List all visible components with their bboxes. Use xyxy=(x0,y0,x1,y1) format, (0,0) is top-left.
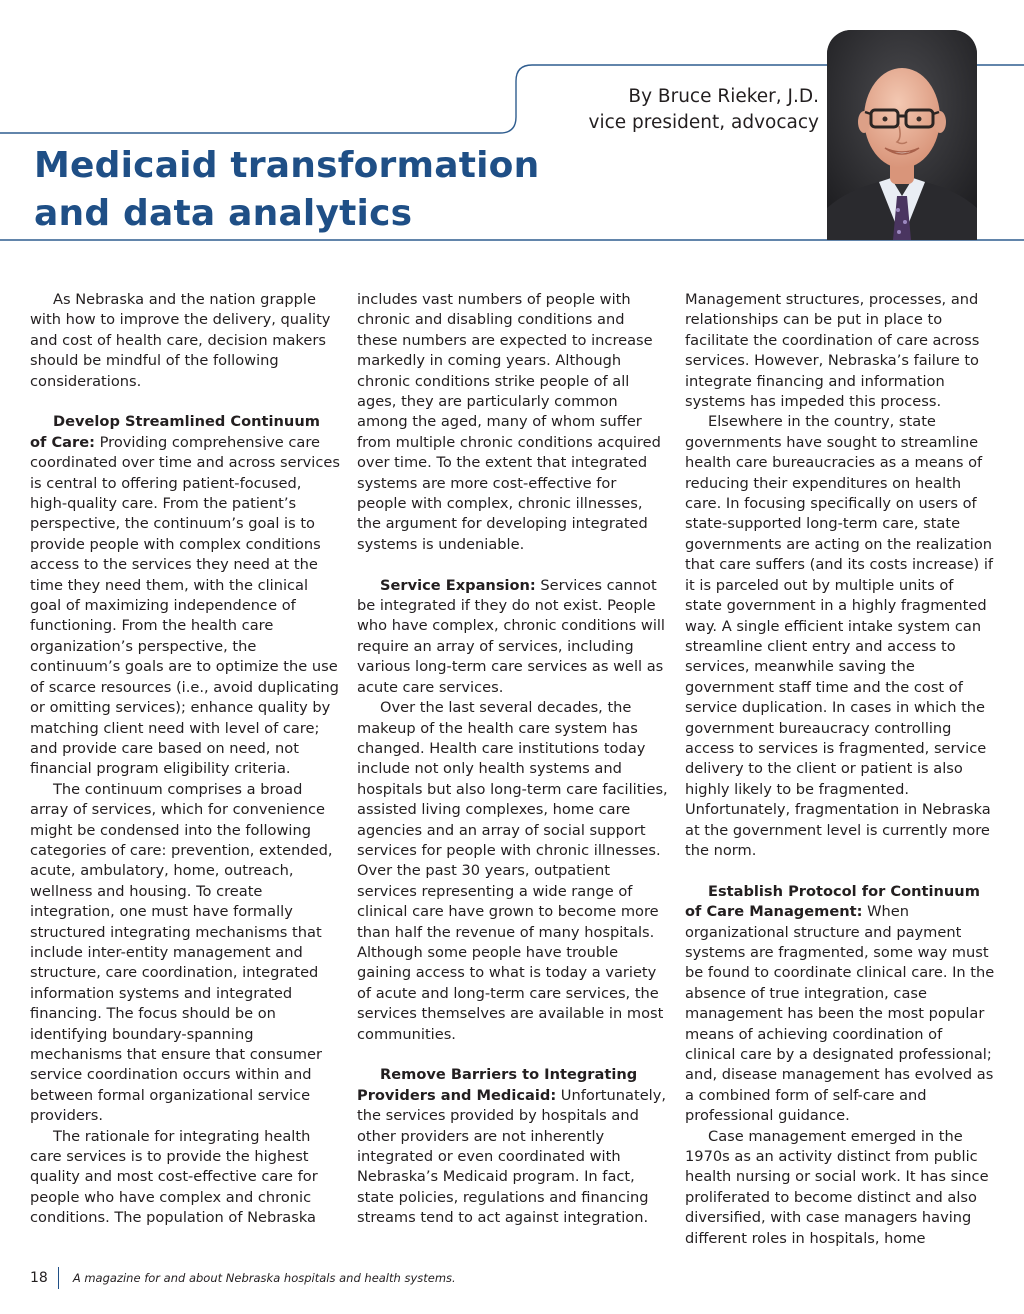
paragraph: As Nebraska and the nation grapple with how to improve the delivery, quality and cost of health care, decision makers should be mindful of the following considerations. xyxy=(30,291,331,390)
paragraph: Elsewhere in the country, state governments have sought to streamline health care bureaucracies as a means of reducing their expenditures on health care. In focusing specifically on users of state-supported long-term care, state governments are acting on the realization that care suffers (and its costs increase) if it is parceled out by multiple units of state government in a highly fragmented way. A single efficient intake system can streamline client entry and access to services, meanwhile saving the government staff time and the cost of service duplication. In cases in which the government bureaucracy controlling access to services is fragmented, service delivery to the client or patient is also highly likely to be fragmented. Unfortunately, fragmentation in Nebraska at the government level is currently more the norm. xyxy=(685,413,994,859)
paragraph: Remove Barriers to Integrating Providers and Medicaid: Unfortunately, the services provided by hospitals and other providers are not inherently integrated or even coordinated with Nebraska’s Medicaid program. In fact, state policies, regulations and financing streams tend to act against integration. xyxy=(357,1066,667,1227)
author-role: vice president, advocacy xyxy=(588,112,819,133)
paragraph: Management structures, processes, and relationships can be put in place to facilitate the coordination of care across services. However, Nebraska’s failure to integrate financing and information systems has impeded this process. xyxy=(685,291,980,411)
paragraph: Develop Streamlined Continuum of Care: Providing comprehensive care coordinated over time and across services is central to offering patient-focused, high-quality care. From the patient’s perspective, the continuum’s goal is to provide people with complex conditions access to the services they need at the time they need them, with the clinical goal of maximizing independence of functioning. From the health care organization’s perspective, the continuum’s goals are to optimize the use of scarce resources (i.e., avoid duplicating or omitting services); enhance quality by matching client need with level of care; and provide care based on need, not financial program eligibility criteria. xyxy=(30,413,340,778)
paragraph: includes vast numbers of people with chronic and disabling conditions and these numbers are expected to increase markedly in coming years. Although chronic conditions strike people of all ages, they are particularly common among the aged, many of whom suffer from multiple chronic conditions acquired over time. To the extent that integrated systems are more cost-effective for people with complex, chronic illnesses, the argument for developing integrated systems is undeniable. xyxy=(357,291,661,553)
subheading: Establish Protocol for Continuum of Care Management: xyxy=(685,882,980,921)
article-column-2 xyxy=(357,290,669,1229)
author-portrait-icon xyxy=(827,30,977,240)
paragraph: The continuum comprises a broad array of services, which for convenience might be condensed into the following categories of care: prevention, extended, acute, ambulatory, home, outreach, wellness and housing. To create integration, one must have formally structured integrating mechanisms that include inter-entity management and structure, care coordination, integrated information systems and integrated financing. The focus should be on identifying boundary-spanning mechanisms that ensure that consumer service coordination occurs within and between formal organizational service providers. xyxy=(30,780,333,1125)
footer-tagline: A magazine for and about Nebraska hospitals and health systems. xyxy=(72,1271,456,1285)
subheading: Remove Barriers to Integrating Providers and Medicaid: xyxy=(357,1066,638,1104)
page-footer xyxy=(30,1267,456,1289)
article-column-1 xyxy=(30,290,340,1229)
subheading: Develop Streamlined Continuum of Care: xyxy=(30,413,320,451)
byline xyxy=(589,84,819,136)
paragraph: Over the last several decades, the makeup of the health care system has changed. Health care institutions today include not only health systems and hospitals but also long-term care facilities, assisted living complexes, home care agencies and an array of social support services for people with chronic illnesses. Over the past 30 years, outpatient services representing a wide range of clinical care have grown to become more than half the revenue of many hospitals. Although some people have trouble gaining access to what is today a variety of acute and long-term care services, the services themselves are available in most communities. xyxy=(357,699,668,1043)
paragraph: Case management emerged in the 1970s as an activity distinct from public health nursing or social work. It has since proliferated to become distinct and also diversified, with case managers having different roles in hospitals, home xyxy=(685,1127,989,1247)
title-line-1: Medicaid transformation xyxy=(34,145,540,186)
title-line-2: and data analytics xyxy=(34,193,413,234)
author-name: By Bruce Rieker, J.D. xyxy=(628,86,819,107)
paragraph: The rationale for integrating health care services is to provide the highest quality and most cost-effective care for people who have complex and chronic conditions. The population of Nebraska xyxy=(30,1127,318,1227)
page-number: 18 xyxy=(30,1267,59,1289)
subheading: Service Expansion: xyxy=(380,576,536,594)
article-column-3 xyxy=(685,290,995,1249)
paragraph: Establish Protocol for Continuum of Care Management: When organizational structure and payment systems are fragmented, some way must be found to coordinate clinical care. In the absence of true integration, case management has been the most popular means of achieving coordination of clinical care by a designated professional; and, disease management has evolved as a combined form of self-care and professional guidance. xyxy=(685,882,995,1125)
paragraph: Service Expansion: Services cannot be integrated if they do not exist. People who have complex, chronic conditions will require an array of services, including various long-term care services as well as acute care services. xyxy=(357,576,665,696)
article-title xyxy=(34,142,539,238)
